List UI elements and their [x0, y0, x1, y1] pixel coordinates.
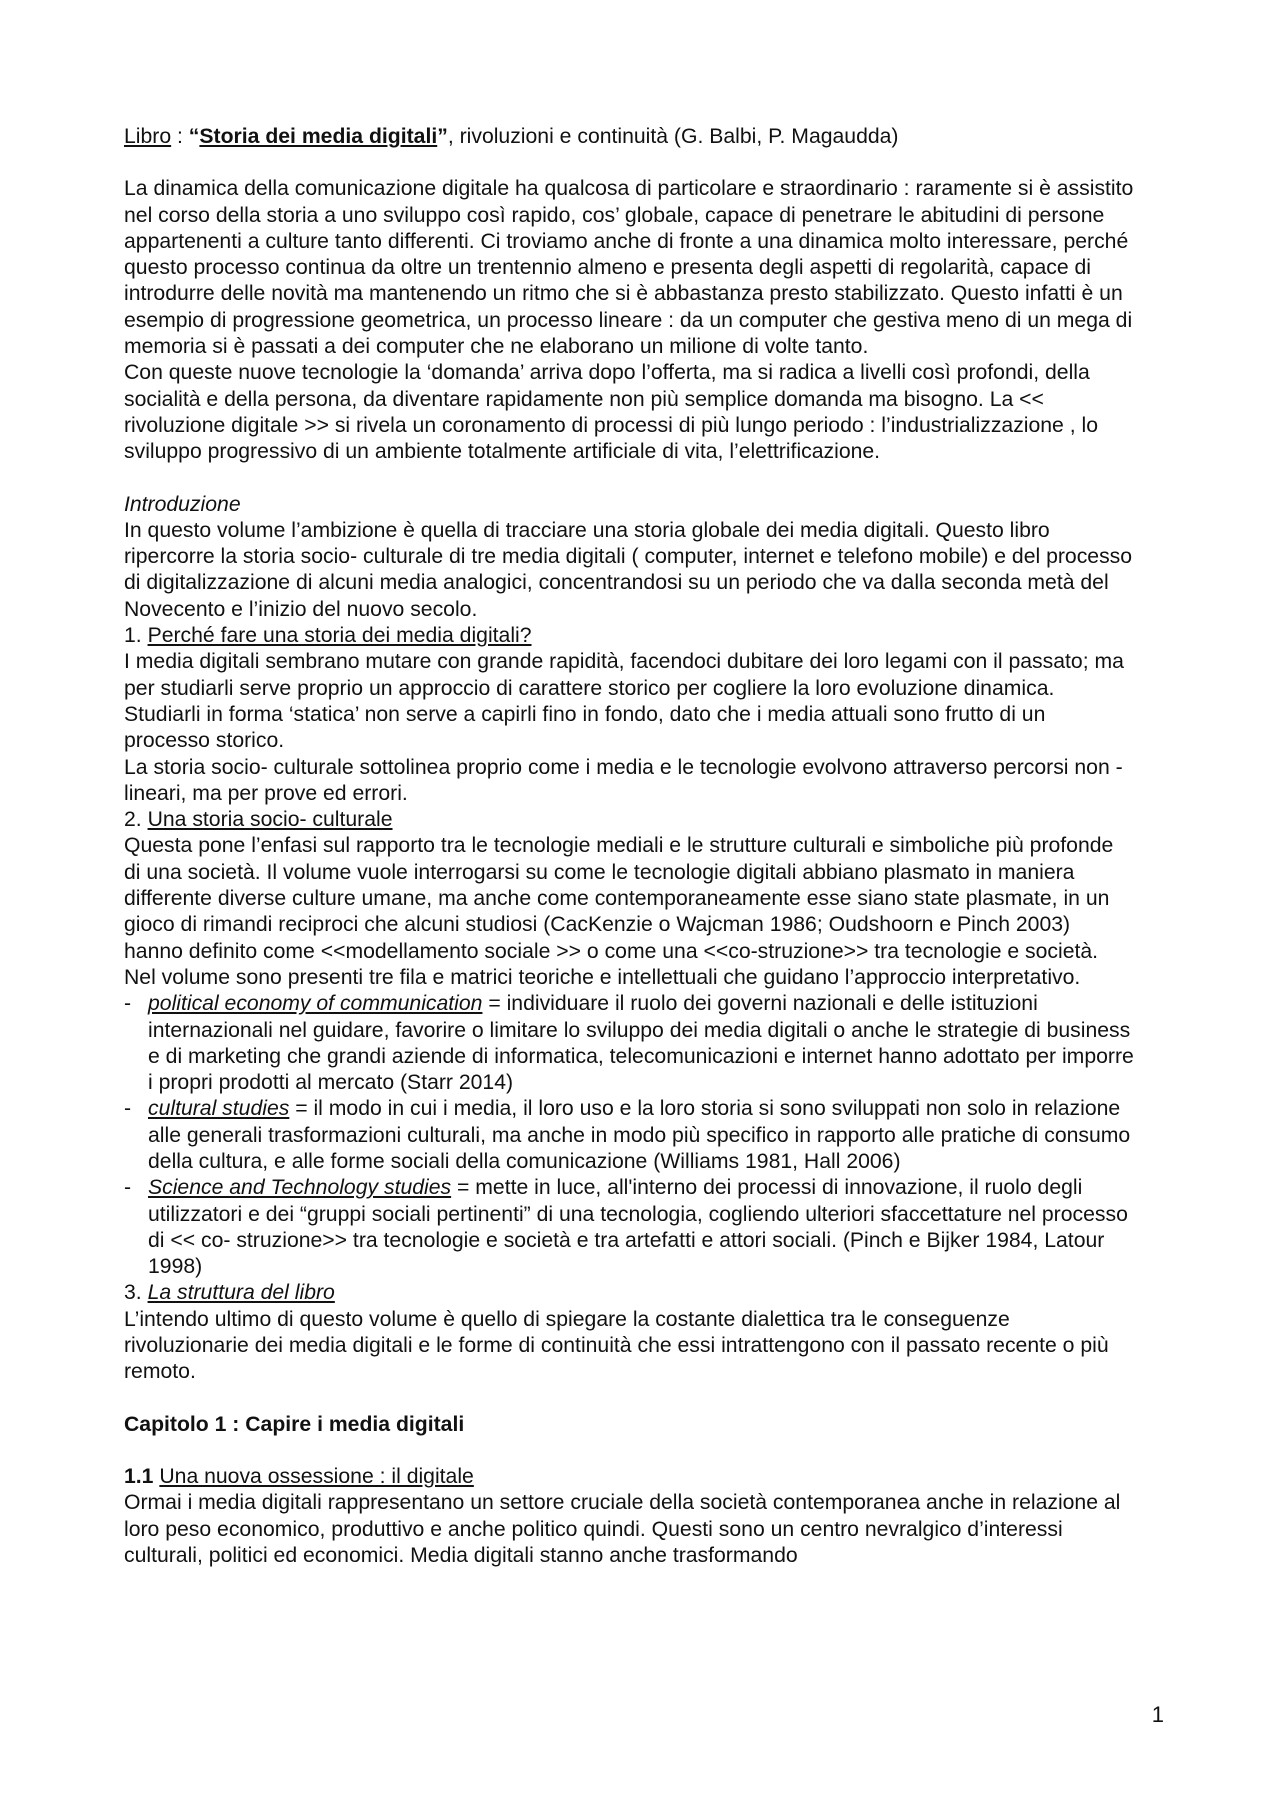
list-text: = mette in luce, all'interno dei processi di innovazione, il ruolo degli utilizzatori e dei “gruppi sociali pertinenti” di una tecnologia, cogliendo ulteriori sfaccettature nel processo di << co- struzione>> tra tecnologie e società e tra artefatti e attori sociali. (Pinch e Bijker 1984, Latour 1998) — [148, 1176, 1128, 1279]
section3-text: L’intendo ultimo di questo volume è quello di spiegare la costante dialettica tra le conseguenze rivoluzionarie dei media digitali e le forme di continuità che essi intrattengono con il passato recente o più remoto. — [124, 1307, 1109, 1384]
header-separator: : — [171, 125, 189, 148]
section3-title: La struttura del libro — [147, 1281, 335, 1305]
introduzione-heading: Introduzione — [124, 492, 241, 516]
subsection-number: 1.1 — [124, 1464, 154, 1488]
section1-title: Perché fare una storia dei media digitali? — [147, 624, 532, 648]
intro-paragraph: La dinamica della comunicazione digitale ha qualcosa di particolare e straordinario : raramente si è assistito nel corso della storia a uno sviluppo così rapido, cos’ globale, capace di penetrare le abitudini di persone appartenenti a culture tanto differenti. Ci troviamo anche di fronte a una dinamica molto interessare, perché questo processo continua da oltre un trentennio almeno e presenta degli aspetti di regolarità, capace di introdurre delle novità ma mantenendo un ritmo che si è abbastanza presto stabilizzato. Questo infatti è un esempio di progressione geometrica, un processo lineare : da un computer che gestiva meno di un mega di memoria si è passati a dei computer che ne elaborano un milione di volte tanto. — [124, 177, 1134, 359]
spacer — [124, 1386, 1134, 1412]
spacer — [124, 466, 1134, 492]
list-dash: - — [124, 1097, 132, 1121]
spacer — [124, 1438, 1134, 1464]
section2-paragraph-2: Nel volume sono presenti tre fila e matrici teoriche e intellettuali che guidano l’approccio interpretativo. — [124, 965, 1081, 989]
list-item — [124, 1175, 1134, 1280]
subsection-title: Una nuova ossessione : il digitale — [159, 1464, 474, 1488]
subsection-heading — [124, 1464, 1134, 1490]
book-label: Libro — [124, 125, 172, 148]
list-text: = individuare il ruolo dei governi nazionali e delle istituzioni internazionali nel guidare, favorire o limitare lo sviluppo dei media digitali o anche le strategie di business e di marketing che grandi aziende di informatica, telecomunicazioni e internet hanno adottato per imporre i propri prodotti al mercato (Starr 2014) — [148, 992, 1134, 1095]
list-item — [124, 1096, 1134, 1175]
section3-number: 3. — [124, 1281, 148, 1305]
book-title: Storia dei media digitali — [199, 125, 438, 148]
list-dash: - — [124, 992, 132, 1016]
chapter-title: Capitolo 1 : Capire i media digitali — [124, 1412, 465, 1436]
section2-heading — [124, 807, 1134, 833]
list-term: cultural studies — [148, 1097, 290, 1121]
section2-paragraph-1: Questa pone l’enfasi sul rapporto tra le tecnologie mediali e le strutture culturali e simboliche più profonde di una società. Il volume vuole interrogarsi su come le tecnologie digitali abbiano plasmato in maniera differente diverse culture umane, ma anche come contemporaneamente esse siano state plasmate, in un gioco di rimandi reciproci che alcuni studiosi (CacKenzie o Wajcman 1986; Oudshoorn e Pinch 2003) hanno definito come <<modellamento sociale >> o come una <<co-struzione>> tra tecnologie e società. — [124, 834, 1114, 963]
book-header — [124, 124, 1134, 150]
subsection-text: Ormai i media digitali rappresentano un settore cruciale della società contemporanea anche in relazione al loro peso economico, produttivo e anche politico quindi. Questi sono un centro nevralgico d’interessi culturali, politici ed economici. Media digitali stanno anche trasformando — [124, 1491, 1121, 1567]
section1-heading — [124, 623, 1134, 649]
section1-paragraph-1: I media digitali sembrano mutare con grande rapidità, facendoci dubitare dei loro legami con il passato; ma per studiarli serve proprio un approccio di carattere storico per cogliere la loro evoluzione dinamica. Studiarli in forma ‘statica’ non serve a capirli fino in fondo, dato che i media attuali sono frutto di un processo storico. — [124, 650, 1124, 753]
section2-title: Una storia socio- culturale — [147, 808, 393, 832]
list-dash: - — [124, 1176, 132, 1200]
document-page — [124, 124, 1134, 1569]
quote-close: ” — [437, 125, 448, 148]
introduzione-text: In questo volume l’ambizione è quella di tracciare una storia globale dei media digitali. Questo libro ripercorre la storia socio- culturale di tre media digitali ( computer, internet e telefono mobile) e del processo di digitalizzazione di alcuni media analogici, concentrandosi su un periodo che va dalla seconda metà del Novecento e l’inizio del nuovo secolo. — [124, 518, 1133, 621]
section3-heading — [124, 1280, 1134, 1306]
page-number: 1 — [1151, 1702, 1164, 1727]
list-term: political economy of communication — [148, 992, 483, 1016]
list-item — [124, 991, 1134, 1096]
list-text: = il modo in cui i media, il loro uso e la loro storia si sono sviluppati non solo in relazione alle generali trasformazioni culturali, ma anche in modo più specifico in rapporto alle pratiche di consumo della cultura, e alle forme sociali della comunicazione (Williams 1981, Hall 2006) — [148, 1097, 1131, 1173]
second-paragraph: Con queste nuove tecnologie la ‘domanda’ arriva dopo l’offerta, ma si radica a livelli così profondi, della socialità e della persona, da diventare rapidamente non più semplice domanda ma bisogno. La << rivoluzione digitale >> si rivela un coronamento di processi di più lungo periodo : l’industrializzazione , lo sviluppo progressivo di un ambiente totalmente artificiale di vita, l’elettrificazione. — [124, 361, 1098, 464]
theory-list — [124, 991, 1134, 1280]
quote-open: “ — [188, 125, 200, 148]
section1-paragraph-2: La storia socio- culturale sottolinea proprio come i media e le tecnologie evolvono attraverso percorsi non - lineari, ma per prove ed errori. — [124, 755, 1123, 805]
spacer — [124, 150, 1134, 176]
section2-number: 2. — [124, 808, 148, 832]
section1-number: 1. — [124, 624, 148, 648]
book-subtitle: , rivoluzioni e continuità (G. Balbi, P. Magaudda) — [447, 125, 899, 148]
list-term: Science and Technology studies — [148, 1176, 452, 1200]
